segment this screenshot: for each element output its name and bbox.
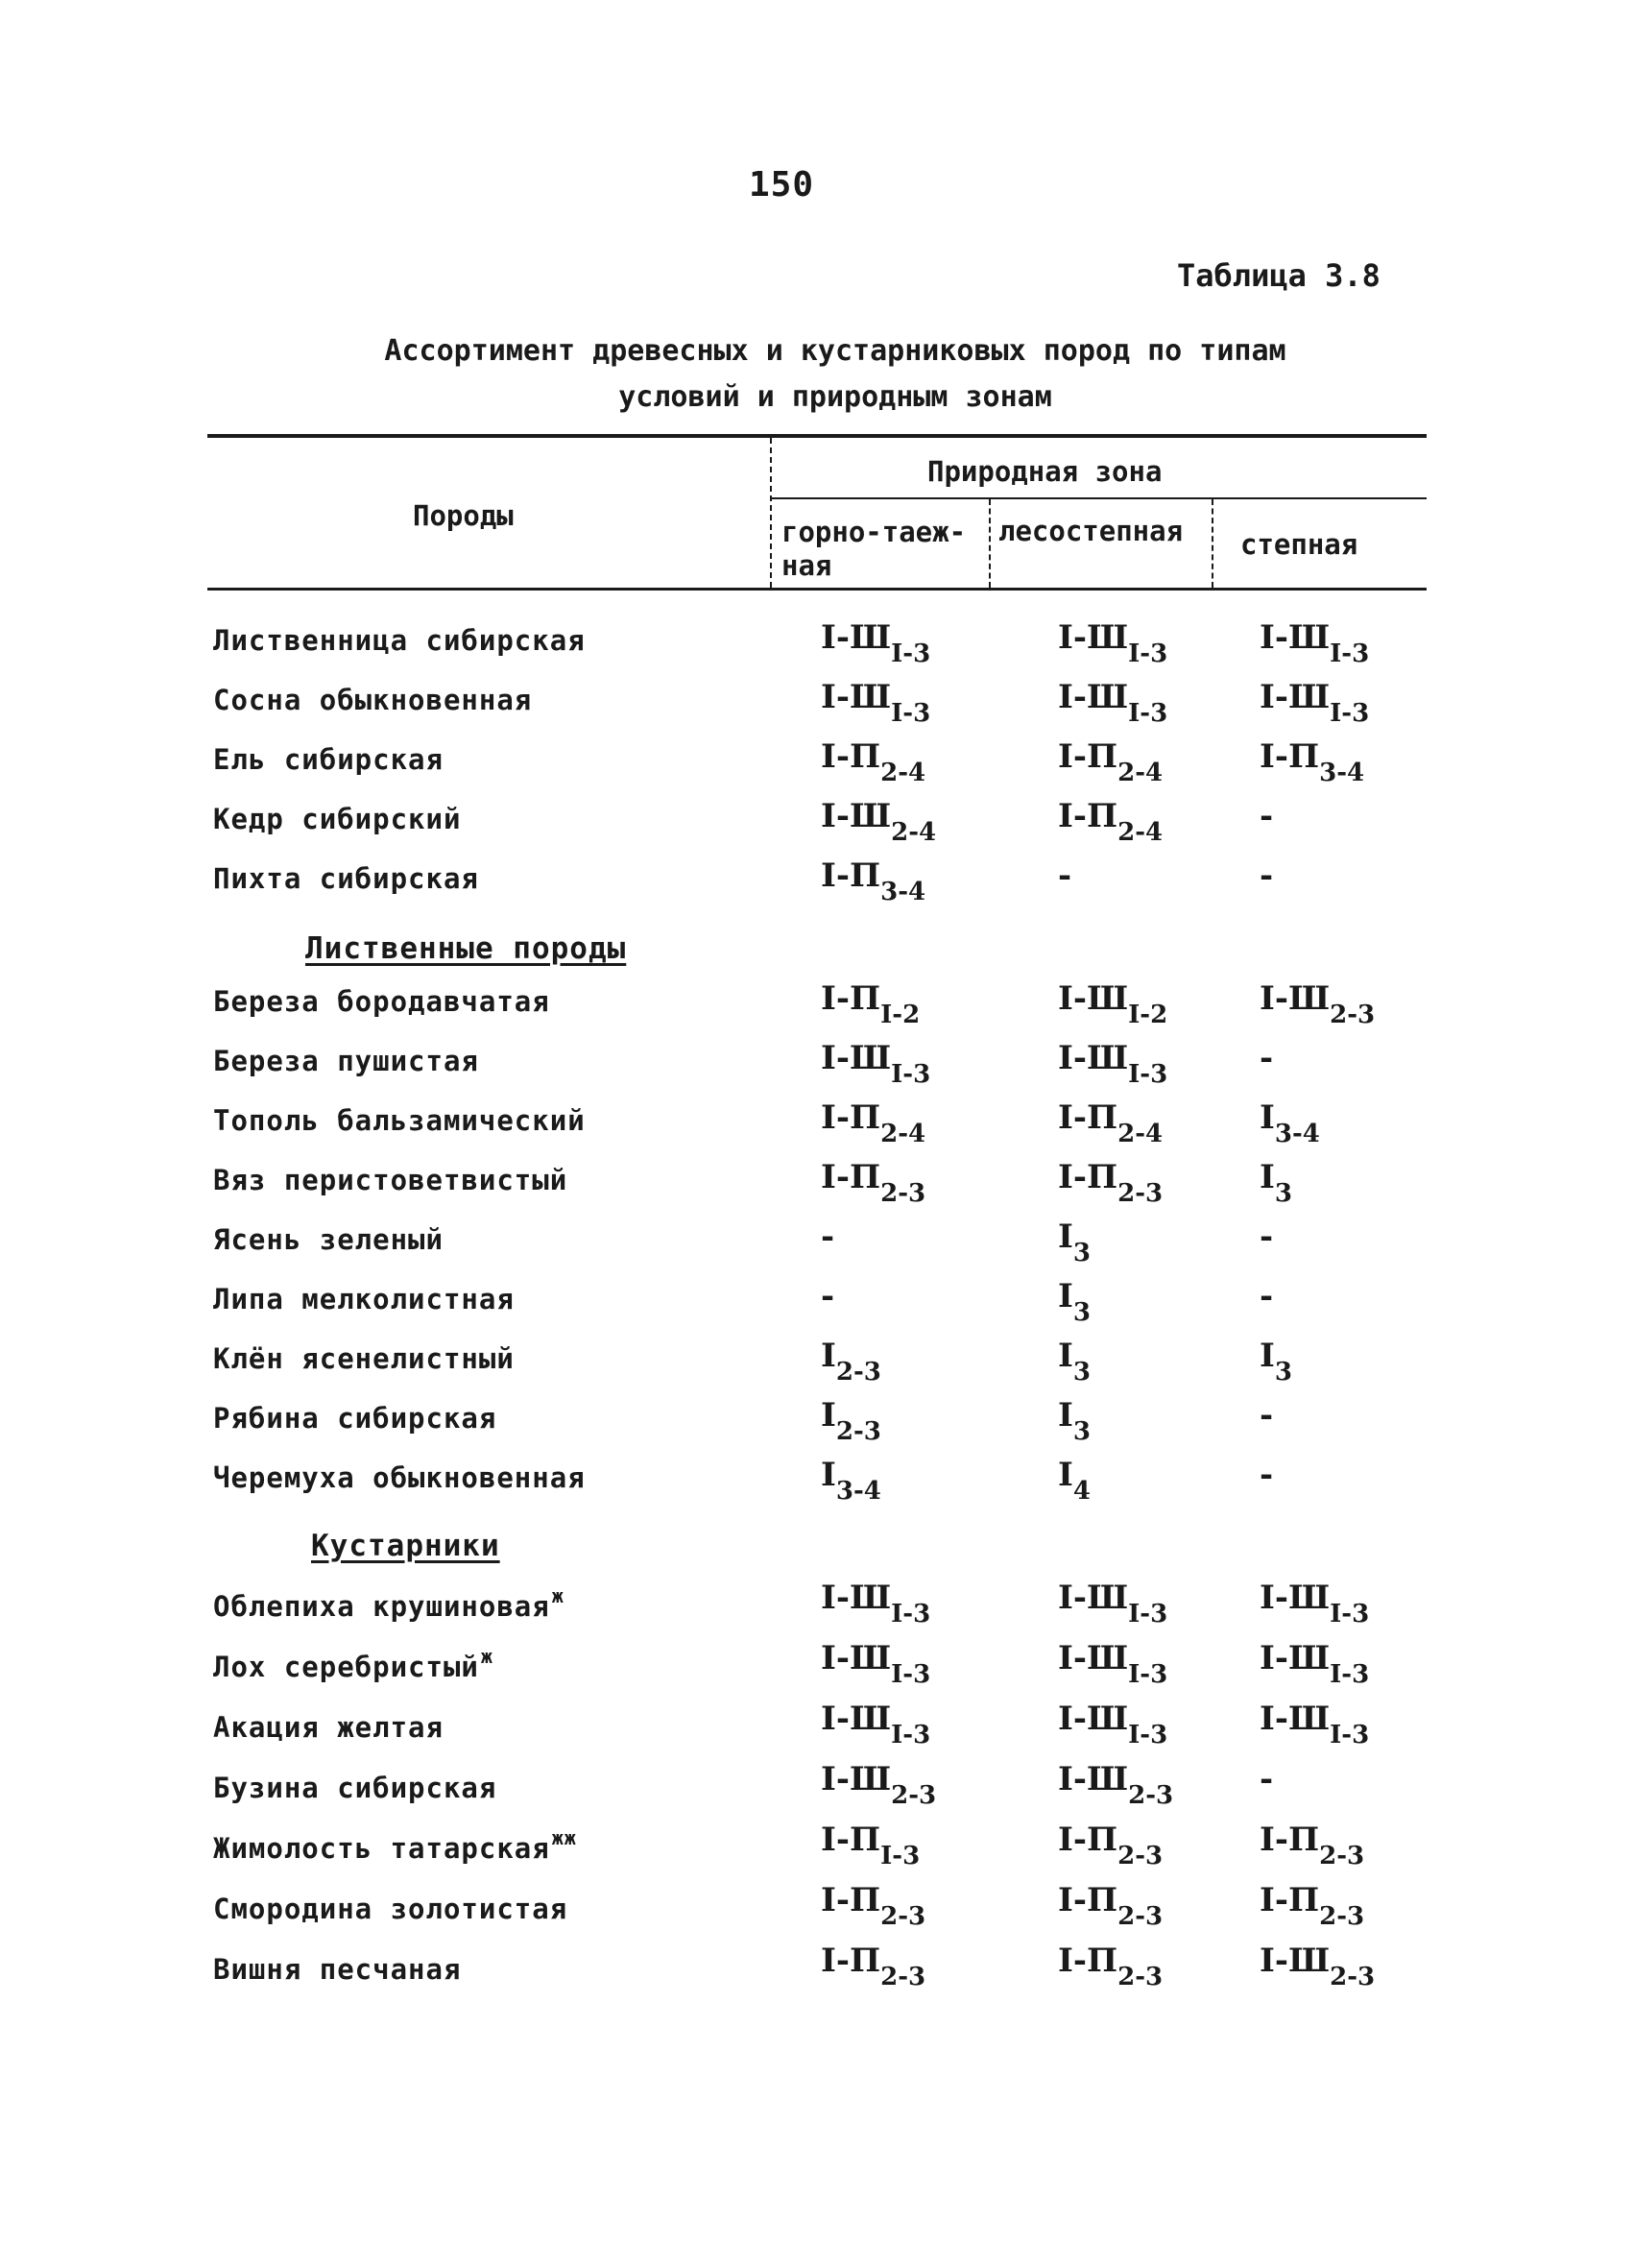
table-row — [0, 1817, 1633, 1876]
header-natural-zone: Природная зона — [927, 455, 1163, 488]
mountain-taiga-cell: $I-П_{I-3}$ — [821, 1821, 921, 1870]
species-name: Акация желтая — [213, 1711, 444, 1744]
table-label: Таблица 3.8 — [1177, 257, 1381, 294]
forest-steppe-cell: $I-П_{2-3}$ — [1058, 1942, 1164, 1991]
steppe-cell: - — [1260, 1277, 1274, 1315]
mountain-taiga-cell: $I-Ш_{I-3}$ — [821, 1639, 931, 1689]
mountain-taiga-cell: $I-П_{2-4}$ — [821, 1098, 926, 1148]
steppe-cell: $I-Ш_{I-3}$ — [1260, 618, 1370, 668]
species-name: Ель сибирская — [213, 743, 444, 776]
mountain-taiga-cell: $I_{2-3}$ — [821, 1396, 881, 1446]
forest-steppe-cell: $I-П_{2-4}$ — [1058, 797, 1164, 847]
species-name: Лох серебристый $^ж$ — [213, 1645, 493, 1683]
mountain-taiga-cell: $I-П_{2-3}$ — [821, 1881, 926, 1931]
species-name: Вишня песчаная — [213, 1953, 462, 1986]
steppe-cell: - — [1260, 1218, 1274, 1256]
table-row — [0, 1095, 1633, 1154]
species-name: Лиственница сибирская — [213, 624, 586, 657]
mountain-taiga-cell: $I-П_{I-2}$ — [821, 979, 921, 1029]
steppe-cell: $I_3$ — [1260, 1158, 1292, 1208]
table-row — [0, 1392, 1633, 1452]
table-row — [0, 1877, 1633, 1937]
species-name: Вяз перистоветвистый — [213, 1164, 568, 1196]
table-row — [0, 734, 1633, 793]
mountain-taiga-cell: $I-Ш_{I-3}$ — [821, 618, 931, 668]
section-title-deciduous: Лиственные породы — [305, 931, 627, 966]
fs-steppe-divider — [1212, 499, 1213, 588]
table-row — [0, 1938, 1633, 1997]
footnote-mark: ж — [480, 1645, 493, 1668]
header-bottom-rule — [207, 588, 1427, 591]
species-name: Тополь бальзамический — [213, 1104, 586, 1137]
mt-fs-divider — [989, 499, 991, 588]
species-name: Смородина золотистая — [213, 1893, 568, 1925]
forest-steppe-cell: $I-П_{2-3}$ — [1058, 1158, 1164, 1208]
caption-line-2: условий и природным зонам — [618, 380, 1052, 414]
header-forest-steppe: лесостепная — [998, 515, 1184, 547]
species-column-divider — [770, 438, 772, 588]
steppe-cell: $I-П_{2-3}$ — [1260, 1881, 1365, 1931]
species-name: Береза пушистая — [213, 1045, 479, 1077]
forest-steppe-cell: $I_3$ — [1058, 1277, 1091, 1327]
steppe-cell: $I-Ш_{I-3}$ — [1260, 678, 1370, 728]
steppe-cell: - — [1260, 1396, 1274, 1435]
mountain-taiga-cell: $I_{2-3}$ — [821, 1337, 881, 1387]
forest-steppe-cell: $I-Ш_{I-2}$ — [1058, 979, 1168, 1029]
forest-steppe-cell: $I-Ш_{I-3}$ — [1058, 618, 1168, 668]
forest-steppe-cell: $I-Ш_{I-3}$ — [1058, 678, 1168, 728]
header-steppe: степная — [1240, 528, 1358, 561]
table-row — [0, 615, 1633, 674]
table-row — [0, 853, 1633, 912]
table-row — [0, 976, 1633, 1035]
forest-steppe-cell: $I_3$ — [1058, 1218, 1091, 1267]
forest-steppe-cell: $I-П_{2-4}$ — [1058, 1098, 1164, 1148]
mountain-taiga-cell: $I_{3-4}$ — [821, 1456, 881, 1506]
header-mountain-taiga-line2: ная — [781, 549, 832, 582]
forest-steppe-cell: $I_3$ — [1058, 1396, 1091, 1446]
mountain-taiga-cell: - — [821, 1277, 835, 1315]
table-row — [0, 1214, 1633, 1273]
species-name: Рябина сибирская — [213, 1402, 497, 1435]
species-name: Береза бородавчатая — [213, 985, 550, 1018]
forest-steppe-cell: $I_4$ — [1058, 1456, 1091, 1506]
mountain-taiga-cell: $I-Ш_{2-3}$ — [821, 1760, 937, 1810]
species-name: Пихта сибирская — [213, 862, 479, 895]
mountain-taiga-cell: $I-Ш_{I-3}$ — [821, 678, 931, 728]
zone-underline — [772, 497, 1427, 499]
steppe-cell: - — [1260, 1760, 1274, 1798]
table-row — [0, 1575, 1633, 1634]
forest-steppe-cell: $I-Ш_{2-3}$ — [1058, 1760, 1174, 1810]
forest-steppe-cell: - — [1058, 857, 1072, 895]
mountain-taiga-cell: $I-П_{2-3}$ — [821, 1942, 926, 1991]
section-title-shrubs: Кустарники — [311, 1529, 500, 1563]
table-row — [0, 1635, 1633, 1695]
table-row — [0, 1035, 1633, 1095]
steppe-cell: $I-Ш_{2-3}$ — [1260, 979, 1376, 1029]
species-name: Облепиха крушиновая $^ж$ — [213, 1584, 564, 1623]
table-row — [0, 1756, 1633, 1816]
steppe-cell: $I-П_{3-4}$ — [1260, 737, 1365, 787]
species-name: Клён ясенелистный — [213, 1342, 515, 1375]
table-row — [0, 1154, 1633, 1214]
forest-steppe-cell: $I-Ш_{I-3}$ — [1058, 1700, 1168, 1749]
top-rule — [207, 434, 1427, 438]
header-species: Породы — [413, 499, 514, 532]
steppe-cell: - — [1260, 857, 1274, 895]
mountain-taiga-cell: $I-П_{2-3}$ — [821, 1158, 926, 1208]
steppe-cell: $I-Ш_{I-3}$ — [1260, 1700, 1370, 1749]
table-caption — [288, 328, 1382, 421]
steppe-cell: $I_3$ — [1260, 1337, 1292, 1387]
mountain-taiga-cell: $I-Ш_{I-3}$ — [821, 1700, 931, 1749]
forest-steppe-cell: $I-Ш_{I-3}$ — [1058, 1579, 1168, 1629]
forest-steppe-cell: $I-П_{2-3}$ — [1058, 1881, 1164, 1931]
species-name: Кедр сибирский — [213, 803, 462, 835]
mountain-taiga-cell: $I-П_{2-4}$ — [821, 737, 926, 787]
page-number: 150 — [749, 165, 815, 205]
forest-steppe-cell: $I-П_{2-3}$ — [1058, 1821, 1164, 1870]
header-mountain-taiga-line1: горно-таеж- — [781, 516, 967, 548]
footnote-mark: жж — [551, 1826, 577, 1849]
mountain-taiga-cell: $I-Ш_{2-4}$ — [821, 797, 937, 847]
species-name: Ясень зеленый — [213, 1223, 444, 1256]
table-row — [0, 1696, 1633, 1755]
forest-steppe-cell: $I-Ш_{I-3}$ — [1058, 1039, 1168, 1089]
mountain-taiga-cell: $I-Ш_{I-3}$ — [821, 1579, 931, 1629]
steppe-cell: $I-Ш_{I-3}$ — [1260, 1579, 1370, 1629]
steppe-cell: $I-Ш_{I-3}$ — [1260, 1639, 1370, 1689]
table-row — [0, 1452, 1633, 1511]
species-name: Бузина сибирская — [213, 1772, 497, 1804]
forest-steppe-cell: $I-П_{2-4}$ — [1058, 737, 1164, 787]
table-row — [0, 1273, 1633, 1333]
forest-steppe-cell: $I_3$ — [1058, 1337, 1091, 1387]
steppe-cell: $I_{3-4}$ — [1260, 1098, 1320, 1148]
steppe-cell: - — [1260, 1456, 1274, 1494]
steppe-cell: $I-П_{2-3}$ — [1260, 1821, 1365, 1870]
species-name: Жимолость татарская $^{жж}$ — [213, 1826, 577, 1865]
species-name: Липа мелколистная — [213, 1283, 515, 1315]
steppe-cell: - — [1260, 1039, 1274, 1077]
table-row — [0, 1333, 1633, 1392]
steppe-cell: $I-Ш_{2-3}$ — [1260, 1942, 1376, 1991]
forest-steppe-cell: $I-Ш_{I-3}$ — [1058, 1639, 1168, 1689]
table-row — [0, 674, 1633, 734]
footnote-mark: ж — [551, 1584, 564, 1607]
table-row — [0, 793, 1633, 853]
mountain-taiga-cell: - — [821, 1218, 835, 1256]
mountain-taiga-cell: $I-Ш_{I-3}$ — [821, 1039, 931, 1089]
species-name: Черемуха обыкновенная — [213, 1461, 586, 1494]
steppe-cell: - — [1260, 797, 1274, 835]
caption-line-1: Ассортимент древесных и кустарниковых пород по типам — [384, 334, 1286, 368]
species-name: Сосна обыкновенная — [213, 684, 533, 716]
mountain-taiga-cell: $I-П_{3-4}$ — [821, 857, 926, 906]
